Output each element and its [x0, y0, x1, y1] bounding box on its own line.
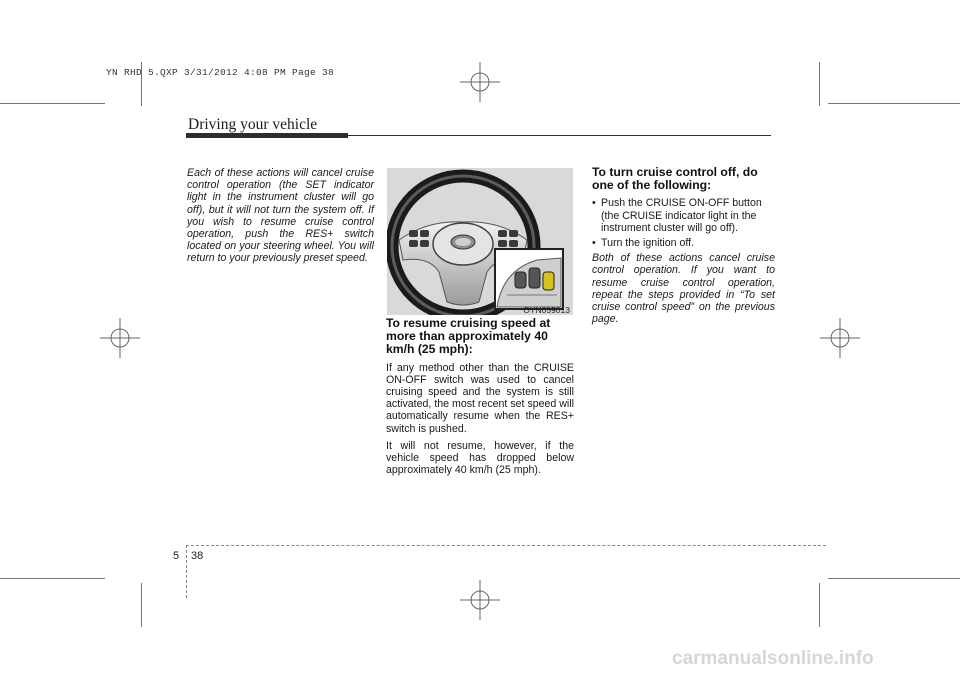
column-right: [592, 166, 775, 330]
crop-mark: [0, 103, 105, 104]
header-bar: [186, 133, 348, 138]
list-item: • Turn the ignition off.: [592, 237, 775, 249]
crop-mark: [0, 578, 105, 579]
print-slug: YN RHD 5.QXP 3/31/2012 4:08 PM Page 38: [106, 67, 335, 78]
turn-off-heading: To turn cruise control off, do one of the following:: [592, 165, 758, 193]
turn-off-note: Both of these actions cancel cruise control operation. If you want to resume cruise control operation, repeat the steps provided in “To set cruise control speed” on the previous page.: [592, 252, 775, 326]
watermark: carmanualsonline.info: [672, 648, 874, 669]
registration-mark-bottom-icon: [460, 580, 500, 620]
registration-mark-right-icon: [820, 318, 860, 358]
resume-heading: To resume cruising speed at more than approximately 40 km/h (25 mph):: [386, 316, 551, 357]
resume-limit-paragraph: It will not resume, however, if the vehicle speed has dropped below approximately 40 km/h (25 mph).: [386, 439, 574, 477]
crop-mark: [819, 583, 820, 627]
section-title: Driving your vehicle: [188, 116, 318, 133]
resume-paragraph: If any method other than the CRUISE ON-OFF switch was used to cancel cruising speed and the system is still activated, the most recent set speed will automatically resume when the RES+ switch is pushed.: [386, 361, 574, 435]
column-middle: [386, 317, 574, 481]
footer-rule: [186, 545, 826, 546]
crop-mark: [828, 103, 960, 104]
crop-mark: [819, 62, 820, 106]
crop-mark: [141, 583, 142, 627]
registration-mark-top-icon: [460, 62, 500, 102]
chapter-number: 5: [173, 550, 180, 562]
steering-wheel-figure: [387, 168, 573, 315]
column-left: [187, 167, 374, 270]
turn-off-list: [592, 197, 775, 249]
page-number: 38: [191, 550, 204, 562]
figure-caption: OYN059013: [523, 305, 570, 315]
list-item: • Push the CRUISE ON-OFF button (the CRUISE indicator light in the instrument cluster will go off).: [592, 197, 775, 234]
footer-divider: [186, 545, 187, 598]
cancel-note: Each of these actions will cancel cruise control operation (the SET indicator light in the instrument cluster will go off), but it will not turn the system off. If you wish to resume cruise control operation, push the RES+ switch located on your steering wheel. You will return to your previously preset speed.: [187, 167, 374, 265]
registration-mark-left-icon: [100, 318, 140, 358]
crop-mark: [828, 578, 960, 579]
header-rule: [348, 135, 771, 136]
steering-wheel-cruise-switch-icon: [387, 168, 573, 315]
